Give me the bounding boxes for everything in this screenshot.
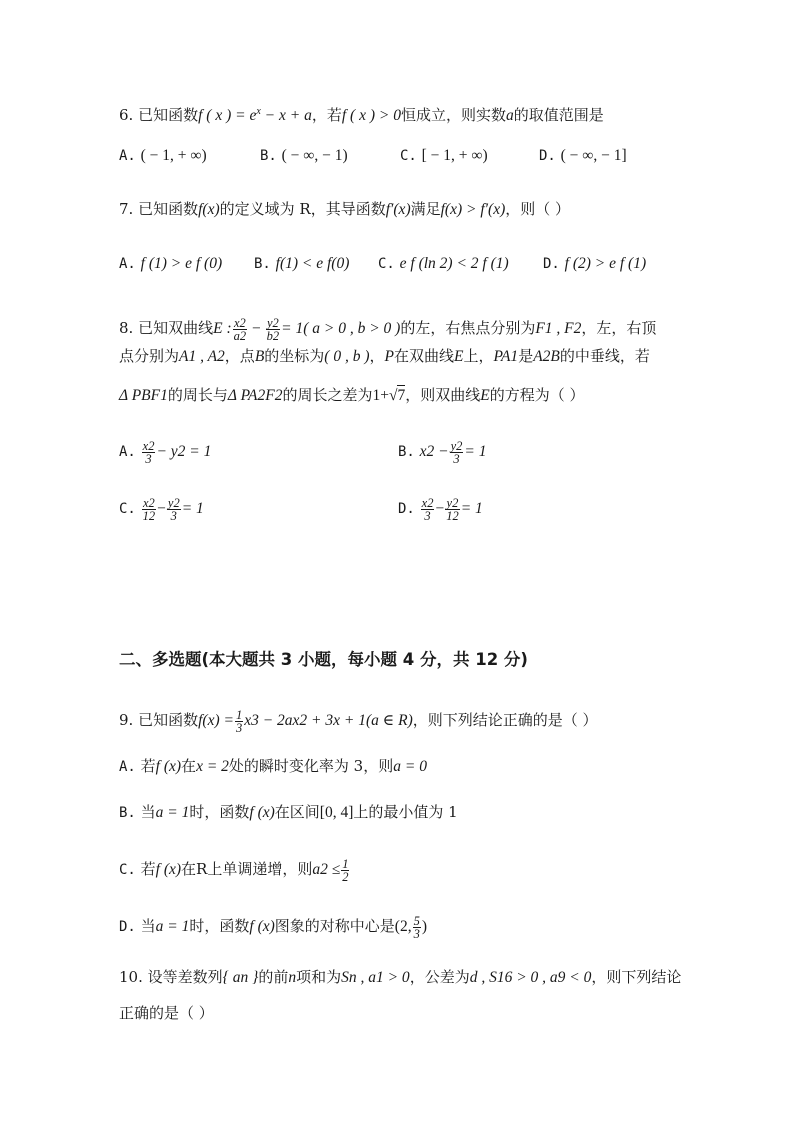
q9-option-a[interactable]: A. 若f (x)在x = 2处的瞬时变化率为 3，则a = 0 [119, 757, 427, 775]
q8-stem-line2: 点分别为A1 , A2，点B的坐标为( 0 , b )，P在双曲线E上，PA1是A2B的中垂线，若 [119, 347, 650, 365]
q7-number: 7. [119, 200, 134, 218]
q9-option-b[interactable]: B. 当a = 1时，函数f (x)在区间[0, 4]上的最小值为 1 [119, 803, 458, 821]
q8-option-a[interactable]: A. $\frac{x2}{3}$ − y2 = 1 [119, 438, 212, 466]
q10-number: 10. [119, 968, 143, 986]
q8-option-d[interactable]: D. $\frac{x2}{3}$ − $\frac{y2}{12}$ = 1 [398, 495, 483, 523]
q7-option-c[interactable]: C. e f (ln 2) < 2 f (1) [378, 255, 509, 272]
q8-option-c[interactable]: C. $\frac{x2}{12}$ − $\frac{y2}{3}$ = 1 [119, 495, 204, 523]
q10-stem-line1: 10. 设等差数列{ an }的前n项和为Sn , a1 > 0，公差为d , S16 > 0 , a9 < 0，则下列结论 [119, 968, 682, 986]
q9-number: 9. [119, 711, 134, 729]
q6-option-d[interactable]: D. ( − ∞, − 1] [539, 147, 627, 164]
q7-stem: 7. 已知函数f(x)的定义域为 R，其导函数f′(x)满足f(x) > f′(x)，则（ ） [119, 200, 571, 218]
q7-option-b[interactable]: B. f(1) < e f(0) [254, 255, 350, 272]
q9-stem: 9. 已知函数f(x) = $\frac{1}{3}$ x3 − 2ax2 + 3x + 1(a ∈ R)，则下列结论正确的是（ ） [119, 707, 598, 735]
q8-number: 8. [119, 319, 134, 337]
q6-option-b[interactable]: B. ( − ∞, − 1) [260, 147, 348, 164]
q8-option-b[interactable]: B. x2 − $\frac{y2}{3}$ = 1 [398, 438, 487, 466]
q10-stem-line2: 正确的是（ ） [119, 1004, 214, 1022]
q8-stem-line3: Δ PBF1的周长与Δ PA2F2的周长之差为1+√7，则双曲线E的方程为（ ） [119, 386, 585, 404]
q6-option-c[interactable]: C. [ − 1, + ∞) [400, 147, 488, 164]
q9-option-c[interactable]: C. 若f (x)在R上单调递增，则a2 ≤ $\frac{1}{2}$ [119, 856, 349, 884]
section-title-multiple-choice: 二、多选题(本大题共 3 小题，每小题 4 分，共 12 分) [119, 650, 528, 669]
q7-option-d[interactable]: D. f (2) > e f (1) [543, 255, 647, 272]
q9-option-d[interactable]: D. 当a = 1时，函数f (x)图象的对称中心是(2, $\frac{5}{3}$ ) [119, 913, 428, 941]
q6-option-a[interactable]: A. ( − 1, + ∞) [119, 147, 207, 164]
q6-stem: 6. 已知函数f ( x ) = $e^x - x + a$，若f ( x ) > 0恒成立，则实数a的取值范围是 [119, 106, 604, 124]
q6-number: 6. [119, 106, 134, 124]
q7-option-a[interactable]: A. f (1) > e f (0) [119, 255, 223, 272]
q8-stem-line1: 8. 已知双曲线E : $\frac{x2}{a2}$ − $\frac{y2}{b2}$ = 1( a > 0 , b > 0 )的左，右焦点分别为F1 , F2，左，右顶 [119, 315, 657, 343]
